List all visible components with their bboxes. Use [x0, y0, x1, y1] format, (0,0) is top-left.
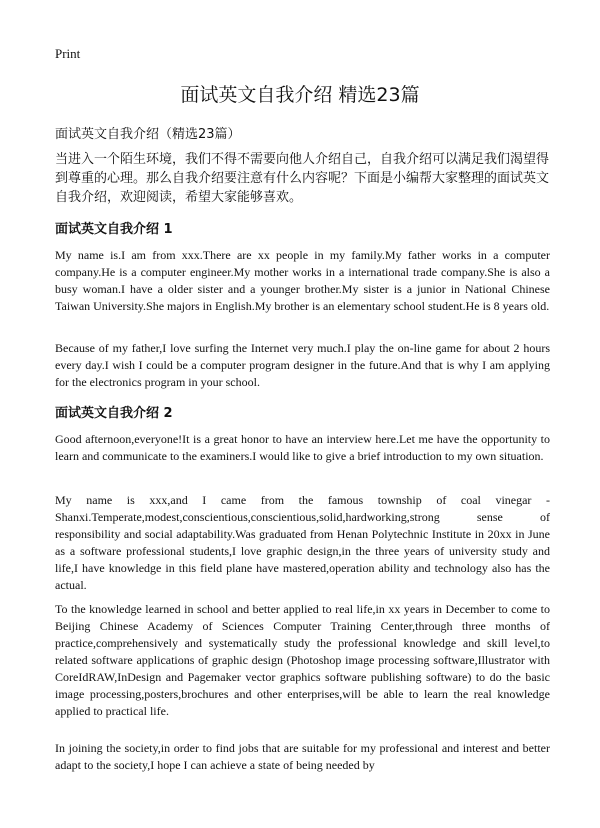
section-1-paragraph-2: Because of my father,I love surfing the Internet very much.I play the on-line game for about 2 hours every day.I wish I could be a computer program designer in the future.And that is why I am applying for the electronics program in your school. [55, 341, 550, 389]
document-subtitle: 面试英文自我介绍（精选23篇） [55, 127, 241, 142]
section-heading-2: 面试英文自我介绍 2 [55, 406, 173, 421]
section-heading-1: 面试英文自我介绍 1 [55, 222, 173, 237]
section-2-paragraph-3: To the knowledge learned in school and better applied to real life,in xx years in December to come to Beijing Chinese Academy of Sciences Computer Training Center,through three months of practice,comprehensively and systematically study the professional knowledge and skill level,to related software applications of graphic design (Photoshop image processing software,Illustrator with CoreIdRAW,InDesign and Pagemaker vector graphics software publishing software) to do the basic image processing,posters,brochures and other enterprises,will be able to learn the real knowledge applied to practical life. [55, 602, 550, 718]
section-2-paragraph-1: Good afternoon,everyone!It is a great honor to have an interview here.Let me have the opportunity to learn and communicate to the examiners.I would like to give a brief introduction to my own situation. [55, 432, 550, 463]
section-2-paragraph-4: In joining the society,in order to find jobs that are suitable for my professional and interest and better adapt to the society,I hope I can achieve a state of being needed by [55, 741, 550, 772]
page-title: 面试英文自我介绍 精选23篇 [180, 84, 420, 106]
print-label[interactable]: Print [55, 46, 81, 61]
intro-paragraph: 当进入一个陌生环境，我们不得不需要向他人介绍自己，自我介绍可以满足我们渴望得到尊重的心理。那么自我介绍要注意有什么内容呢？下面是小编帮大家整理的面试英文自我介绍，欢迎阅读，希望大家能够喜欢。 [55, 152, 550, 205]
section-2-paragraph-2: My name is xxx,and I came from the famous township of coal vinegar - Shanxi.Temperate,modest,conscientious,conscientious,solid,hardworking,strong sense of responsibility and social adaptability.Was graduated from Henan Polytechnic Institute in 20xx in June as a software professional students,I love graphic design,in the three years of university study and life,I have knowledge in this field plane have mastered,operation ability and technology also has the actual. [55, 493, 550, 592]
section-1-paragraph-1: My name is.I am from xxx.There are xx people in my family.My father works in a computer company.He is a computer engineer.My mother works in a international trade company.She is also a busy woman.I have a older sister and a younger brother.My sister is a junior in National Chinese Taiwan University.She majors in English.My brother is an elementary school student.He is 8 years old. [55, 248, 550, 313]
